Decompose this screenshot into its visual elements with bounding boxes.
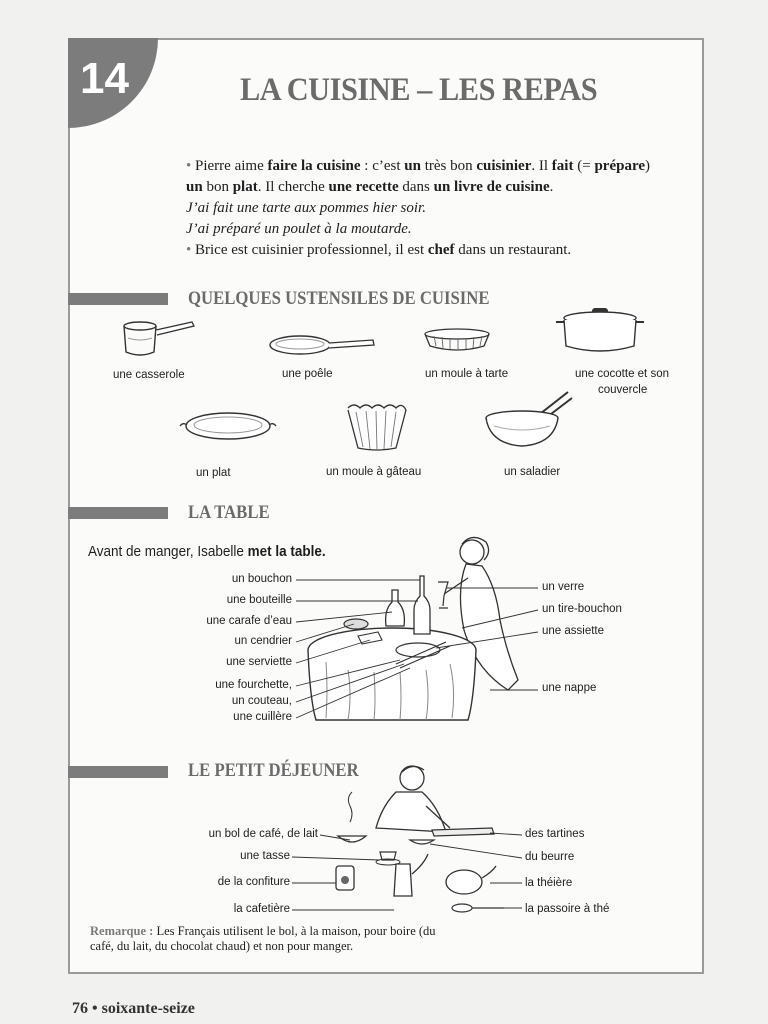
table-intro: Avant de manger, Isabelle met la table. <box>88 543 326 560</box>
example-sentence-1: J’ai fait une tarte aux pommes hier soir. <box>186 200 426 216</box>
label-verre: un verre <box>542 581 585 593</box>
section-title-table: LA TABLE <box>188 502 270 523</box>
label-cocotte-2: couvercle <box>598 384 648 396</box>
label-fourchette: une fourchette, <box>215 679 292 691</box>
label-confiture: de la confiture <box>217 876 290 888</box>
label-tartines: des tartines <box>525 828 585 840</box>
label-beurre: du beurre <box>525 851 575 863</box>
label-bouteille: une bouteille <box>226 594 292 606</box>
section-title-petit-dejeuner: LE PETIT DÉJEUNER <box>188 760 359 781</box>
example-sentence-2: J’ai préparé un poulet à la moutarde. <box>186 221 412 237</box>
label-saladier: un saladier <box>504 466 561 478</box>
page-title: LA CUISINE – LES REPAS <box>240 72 598 108</box>
label-passoire: la passoire à thé <box>525 903 610 915</box>
label-plat: un plat <box>196 467 231 479</box>
label-moule-tarte: un moule à tarte <box>425 368 509 380</box>
label-bouchon: un bouchon <box>231 573 292 585</box>
label-cendrier: un cendrier <box>234 635 292 647</box>
label-moule-gateau: un moule à gâteau <box>326 466 422 478</box>
section-title-ustensiles: QUELQUES USTENSILES DE CUISINE <box>188 288 490 309</box>
label-cuillere: une cuillère <box>233 711 292 723</box>
label-poele: une poêle <box>282 368 333 380</box>
label-tasse: une tasse <box>240 850 290 862</box>
label-cocotte-1: une cocotte et son <box>575 368 669 380</box>
label-nappe: une nappe <box>542 682 597 694</box>
remarque-note: Remarque : Les Français utilisent le bol, à la maison, pour boire (du café, du lait, du chocolat chaud) et non pour manger. <box>90 924 436 953</box>
label-carafe: une carafe d’eau <box>206 615 292 627</box>
intro-line-5: • Brice est cuisinier professionnel, il est chef dans un restaurant. <box>186 242 572 258</box>
label-bol: un bol de café, de lait <box>208 828 318 840</box>
intro-line-2: un bon plat. Il cherche une recette dans un livre de cuisine. <box>186 179 554 195</box>
label-serviette: une serviette <box>226 656 292 668</box>
label-assiette: une assiette <box>542 625 605 637</box>
label-couteau: un couteau, <box>231 695 292 707</box>
label-tire-bouchon: un tire-bouchon <box>542 603 622 615</box>
label-cafetiere: la cafetière <box>233 903 290 915</box>
page-number-footer: 76 • soixante-seize <box>72 1000 195 1017</box>
label-theiere: la théière <box>525 877 573 889</box>
intro-line-1: • Pierre aime faire la cuisine : c’est un très bon cuisinier. Il fait (= prépare) <box>186 158 650 174</box>
chapter-number: 14 <box>80 54 129 103</box>
label-casserole: une casserole <box>113 369 185 381</box>
